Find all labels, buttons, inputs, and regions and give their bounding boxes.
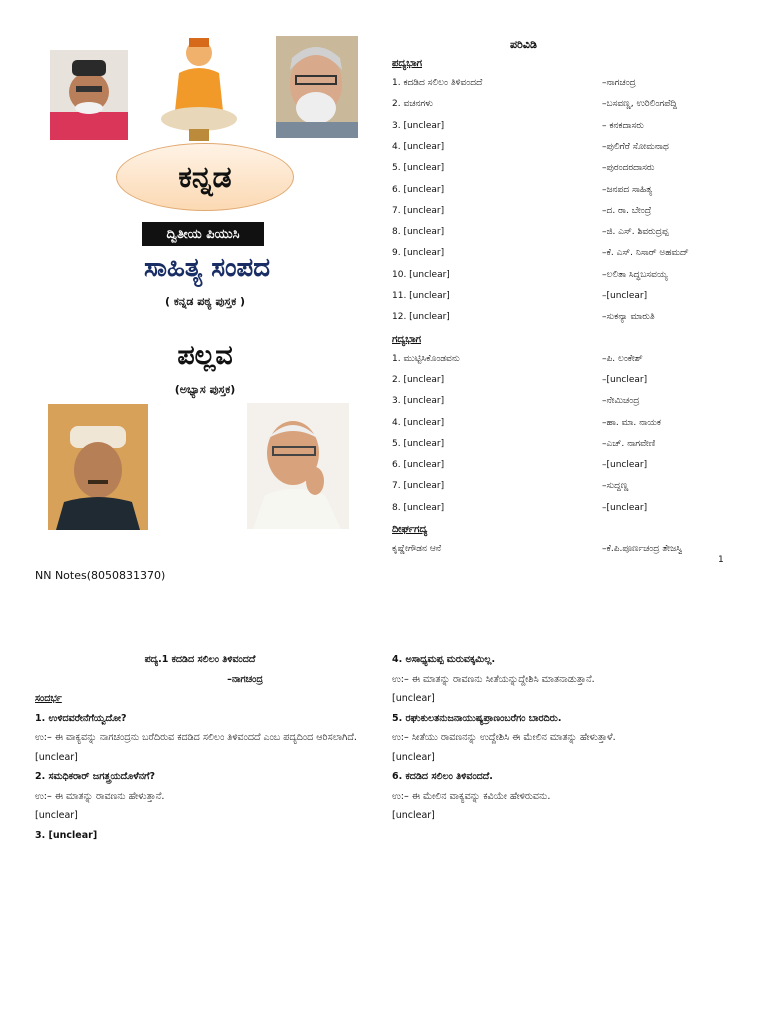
notes-right-column <box>392 650 728 826</box>
toc-prose-row <box>392 354 732 368</box>
toc-item-title: 5. [unclear] <box>392 163 445 174</box>
toc-long-prose-row <box>392 544 732 558</box>
toc-prose-row <box>392 418 732 432</box>
toc-poetry-row <box>392 99 732 113</box>
toc-item-title: 7. [unclear] <box>392 205 445 216</box>
toc-item-author: –ನೇಮಿಚಂದ್ರ <box>602 396 640 407</box>
toc-item-title: 12. [unclear] <box>392 312 450 323</box>
answer-paragraph: ಉ:– ಈ ವಾಕ್ಯವನ್ನು ನಾಗಚಂದ್ರನು ಬರೆದಿರುವ ಕದಡಿದ ಸಲಿಲಂ ತಿಳಿವಂದದೆ ಎಂಬ ಪದ್ಯದಿಂದ ಆರಿಸಲಾಗಿದೆ. <box>35 732 357 743</box>
toc-prose-row <box>392 439 732 453</box>
toc-long-prose-heading: ದೀರ್ಘಗದ್ಯ <box>392 524 428 535</box>
toc-prose-row <box>392 396 732 410</box>
publisher-contact: NN Notes(8050831370) <box>35 569 166 582</box>
toc-poetry-row <box>392 248 732 262</box>
toc-prose-row <box>392 460 732 474</box>
right-notes-body <box>392 650 728 826</box>
toc-item-author: –ಪುರಂದರದಾಸರು <box>602 163 655 174</box>
answer-paragraph: [unclear] <box>392 810 435 821</box>
toc-item-title: ಕೃಷ್ಣೇಗೌಡನ ಆನೆ <box>392 544 442 554</box>
poet-portrait-4 <box>247 403 349 529</box>
toc-item-author: –[unclear] <box>602 460 648 471</box>
toc-poetry-row <box>392 185 732 199</box>
poet-portrait-1 <box>50 50 128 140</box>
toc-item-title: 7. [unclear] <box>392 481 445 492</box>
answer-paragraph: ಉ:– ಈ ಮಾತನ್ನು ರಾವಣನು ಹೇಳುತ್ತಾನೆ. <box>35 790 165 802</box>
book-note: ( ಕನ್ನಡ ಪಠ್ಯ ಪುಸ್ತಕ ) <box>165 295 245 308</box>
toc-item-author: –ದ. ರಾ. ಬೇಂದ್ರೆ <box>602 205 652 216</box>
toc-prose-row <box>392 375 732 389</box>
question: 5. ರಘುಕುಲತನುಜನಾಯುಷ್ಯಪ್ರಾಣಂಬರೆಗಂ ಬಾರದಿರು. <box>392 712 562 724</box>
subject-title: ಕನ್ನಡ <box>178 159 232 195</box>
toc-item-title: 8. [unclear] <box>392 502 445 513</box>
answer-paragraph: ಉ:– ಈ ಮೇಲಿನ ವಾಕ್ಯವನ್ನು ಕವಿಯೇ ಹೇಳಿರುವನು. <box>392 790 551 802</box>
left-notes-body <box>35 709 365 846</box>
subject-title-oval <box>116 143 294 211</box>
toc-poetry-row <box>392 142 732 156</box>
toc-item-author: –ಪುಲಿಗೆರೆ ಸೋಮನಾಥ <box>602 141 669 152</box>
toc-prose-row <box>392 503 732 517</box>
answer-paragraph: ಉ:– ಈ ಮಾತನ್ನು ರಾವಣನು ಸೀತೆಯನ್ನುದ್ದೇಶಿಸಿ ಮಾತನಾಡುತ್ತಾನೆ. <box>392 673 595 685</box>
poet-portrait-2 <box>276 36 358 138</box>
question: 1. ಉಳಿದವರೇನೆಗೆಯ್ವದೋ? <box>35 712 127 724</box>
toc-item-title: 6. [unclear] <box>392 184 445 195</box>
toc-item-author: –[unclear] <box>602 502 648 513</box>
book-title: ಸಾಹಿತ್ಯ ಸಂಪದ <box>143 253 271 283</box>
lesson-title: ಪದ್ಯ.1 ಕದಡಿದ ಸಲಿಲಂ ತಿಳಿವಂದದೆ <box>144 654 256 665</box>
toc-prose-row <box>392 481 732 495</box>
toc-item-title: 4. [unclear] <box>392 141 445 152</box>
toc-poetry-heading: ಪದ್ಯಭಾಗ <box>392 58 423 69</box>
poet-portrait-3 <box>48 404 148 530</box>
toc-item-author: –ಸುದ್ದಣ್ಣ <box>602 481 629 492</box>
toc-poetry-row <box>392 270 732 284</box>
toc-item-author: –ಬಸವಣ್ಣ, ಉರಿಲಿಂಗಪೆದ್ದಿ <box>602 99 677 110</box>
question: 4. ಅಸಾಧ್ಯಮಪ್ಪ ಮರುವಕ್ಕಮಿಲ್ಲ. <box>392 654 496 665</box>
toc-item-title: 1. ಮುಟ್ಟಿಸಿಕೊಂಡವನು <box>392 353 460 364</box>
answer-paragraph: [unclear] <box>35 810 78 821</box>
toc-poetry-row <box>392 163 732 177</box>
page-number: 1 <box>718 555 724 565</box>
toc-item-author: –[unclear] <box>602 291 648 301</box>
toc-item-title: 1. ಕದಡಿದ ಸಲಿಲಂ ತಿಳಿವಂದದೆ <box>392 78 483 88</box>
toc-item-author: –ಕೆ. ಎಸ್. ನಿಸಾರ್ ಅಹಮದ್ <box>602 248 689 259</box>
toc-item-author: – ಕನಕದಾಸರು <box>602 120 644 131</box>
question: 6. ಕದಡಿದ ಸಲಿಲಂ ತಿಳಿವಂದದೆ. <box>392 771 493 782</box>
workbook-title: ಪಲ್ಲವ <box>177 340 233 371</box>
toc-item-author: –ಎಚ್. ನಾಗವೇಣಿ <box>602 438 656 449</box>
toc-item-title: 4. [unclear] <box>392 417 445 428</box>
saint-illustration <box>153 33 245 141</box>
toc-item-title: 2. ವಚನಗಳು <box>392 99 433 110</box>
toc-item-author: –ಕೆ.ಪಿ.ಪೂರ್ಣಚಂದ್ರ ತೇಜಸ್ವಿ <box>602 544 683 554</box>
notes-left-column <box>35 650 365 845</box>
toc-poetry-row <box>392 121 732 135</box>
question: 3. [unclear] <box>35 829 98 841</box>
answer-paragraph: [unclear] <box>35 751 78 763</box>
question: 2. ಸಮಧಿಕರಾರ್ ಜಗತ್ತ್ರಯದೊಳೆನಗೆ? <box>35 771 156 782</box>
toc-item-author: –ಜಿ. ಎಸ್. ಶಿವರುದ್ರಪ್ಪ <box>602 227 669 238</box>
toc-item-title: 3. [unclear] <box>392 120 445 131</box>
toc-item-author: –ಜನಪದ ಸಾಹಿತ್ಯ <box>602 184 653 195</box>
context-heading: ಸಂದರ್ಭ <box>35 693 62 704</box>
toc-heading: ಪರಿವಿಡಿ <box>510 38 537 51</box>
workbook-note: (ಅಭ್ಯಾಸ ಪುಸ್ತಕ) <box>174 383 236 396</box>
toc-poetry-row <box>392 291 732 305</box>
toc-poetry-row <box>392 312 732 326</box>
toc-poetry-row <box>392 206 732 220</box>
toc-item-title: 9. [unclear] <box>392 248 445 259</box>
toc-item-title: 10. [unclear] <box>392 269 450 280</box>
toc-item-author: –ಸುಕನ್ಯಾ ಮಾರುತಿ <box>602 312 655 323</box>
toc-prose-heading: ಗದ್ಯಭಾಗ <box>392 333 422 345</box>
toc-item-title: 6. [unclear] <box>392 460 445 471</box>
toc-poetry-row <box>392 227 732 241</box>
class-label: ದ್ವಿತೀಯ ಪಿಯುಸಿ <box>142 222 264 246</box>
toc-item-title: 2. [unclear] <box>392 374 445 385</box>
answer-paragraph: [unclear] <box>392 751 435 763</box>
toc-item-title: 11. [unclear] <box>392 291 450 301</box>
toc-item-title: 8. [unclear] <box>392 227 445 238</box>
answer-paragraph: [unclear] <box>392 693 435 704</box>
answer-paragraph: ಉ:– ಸೀತೆಯು ರಾವಣನನ್ನು ಉದ್ದೇಶಿಸಿ ಈ ಮೇಲಿನ ಮಾತನ್ನು ಹೇಳುತ್ತಾಳೆ. <box>392 732 616 743</box>
toc-poetry-row <box>392 78 732 92</box>
toc-item-author: –ಹಾ. ಮಾ. ನಾಯಕ <box>602 417 661 428</box>
lesson-author: –ನಾಗಚಂದ್ರ <box>227 673 263 685</box>
toc-item-author: –ನಾಗಚಂದ್ರ <box>602 78 636 88</box>
toc-item-title: 3. [unclear] <box>392 396 445 407</box>
toc-item-author: –ಪಿ. ಲಂಕೇಶ್ <box>602 353 643 364</box>
toc-item-title: 5. [unclear] <box>392 438 445 449</box>
toc-item-author: –[unclear] <box>602 374 648 385</box>
toc-item-author: –ಲಲಿತಾ ಸಿದ್ಧಬಸವಯ್ಯ <box>602 269 668 280</box>
